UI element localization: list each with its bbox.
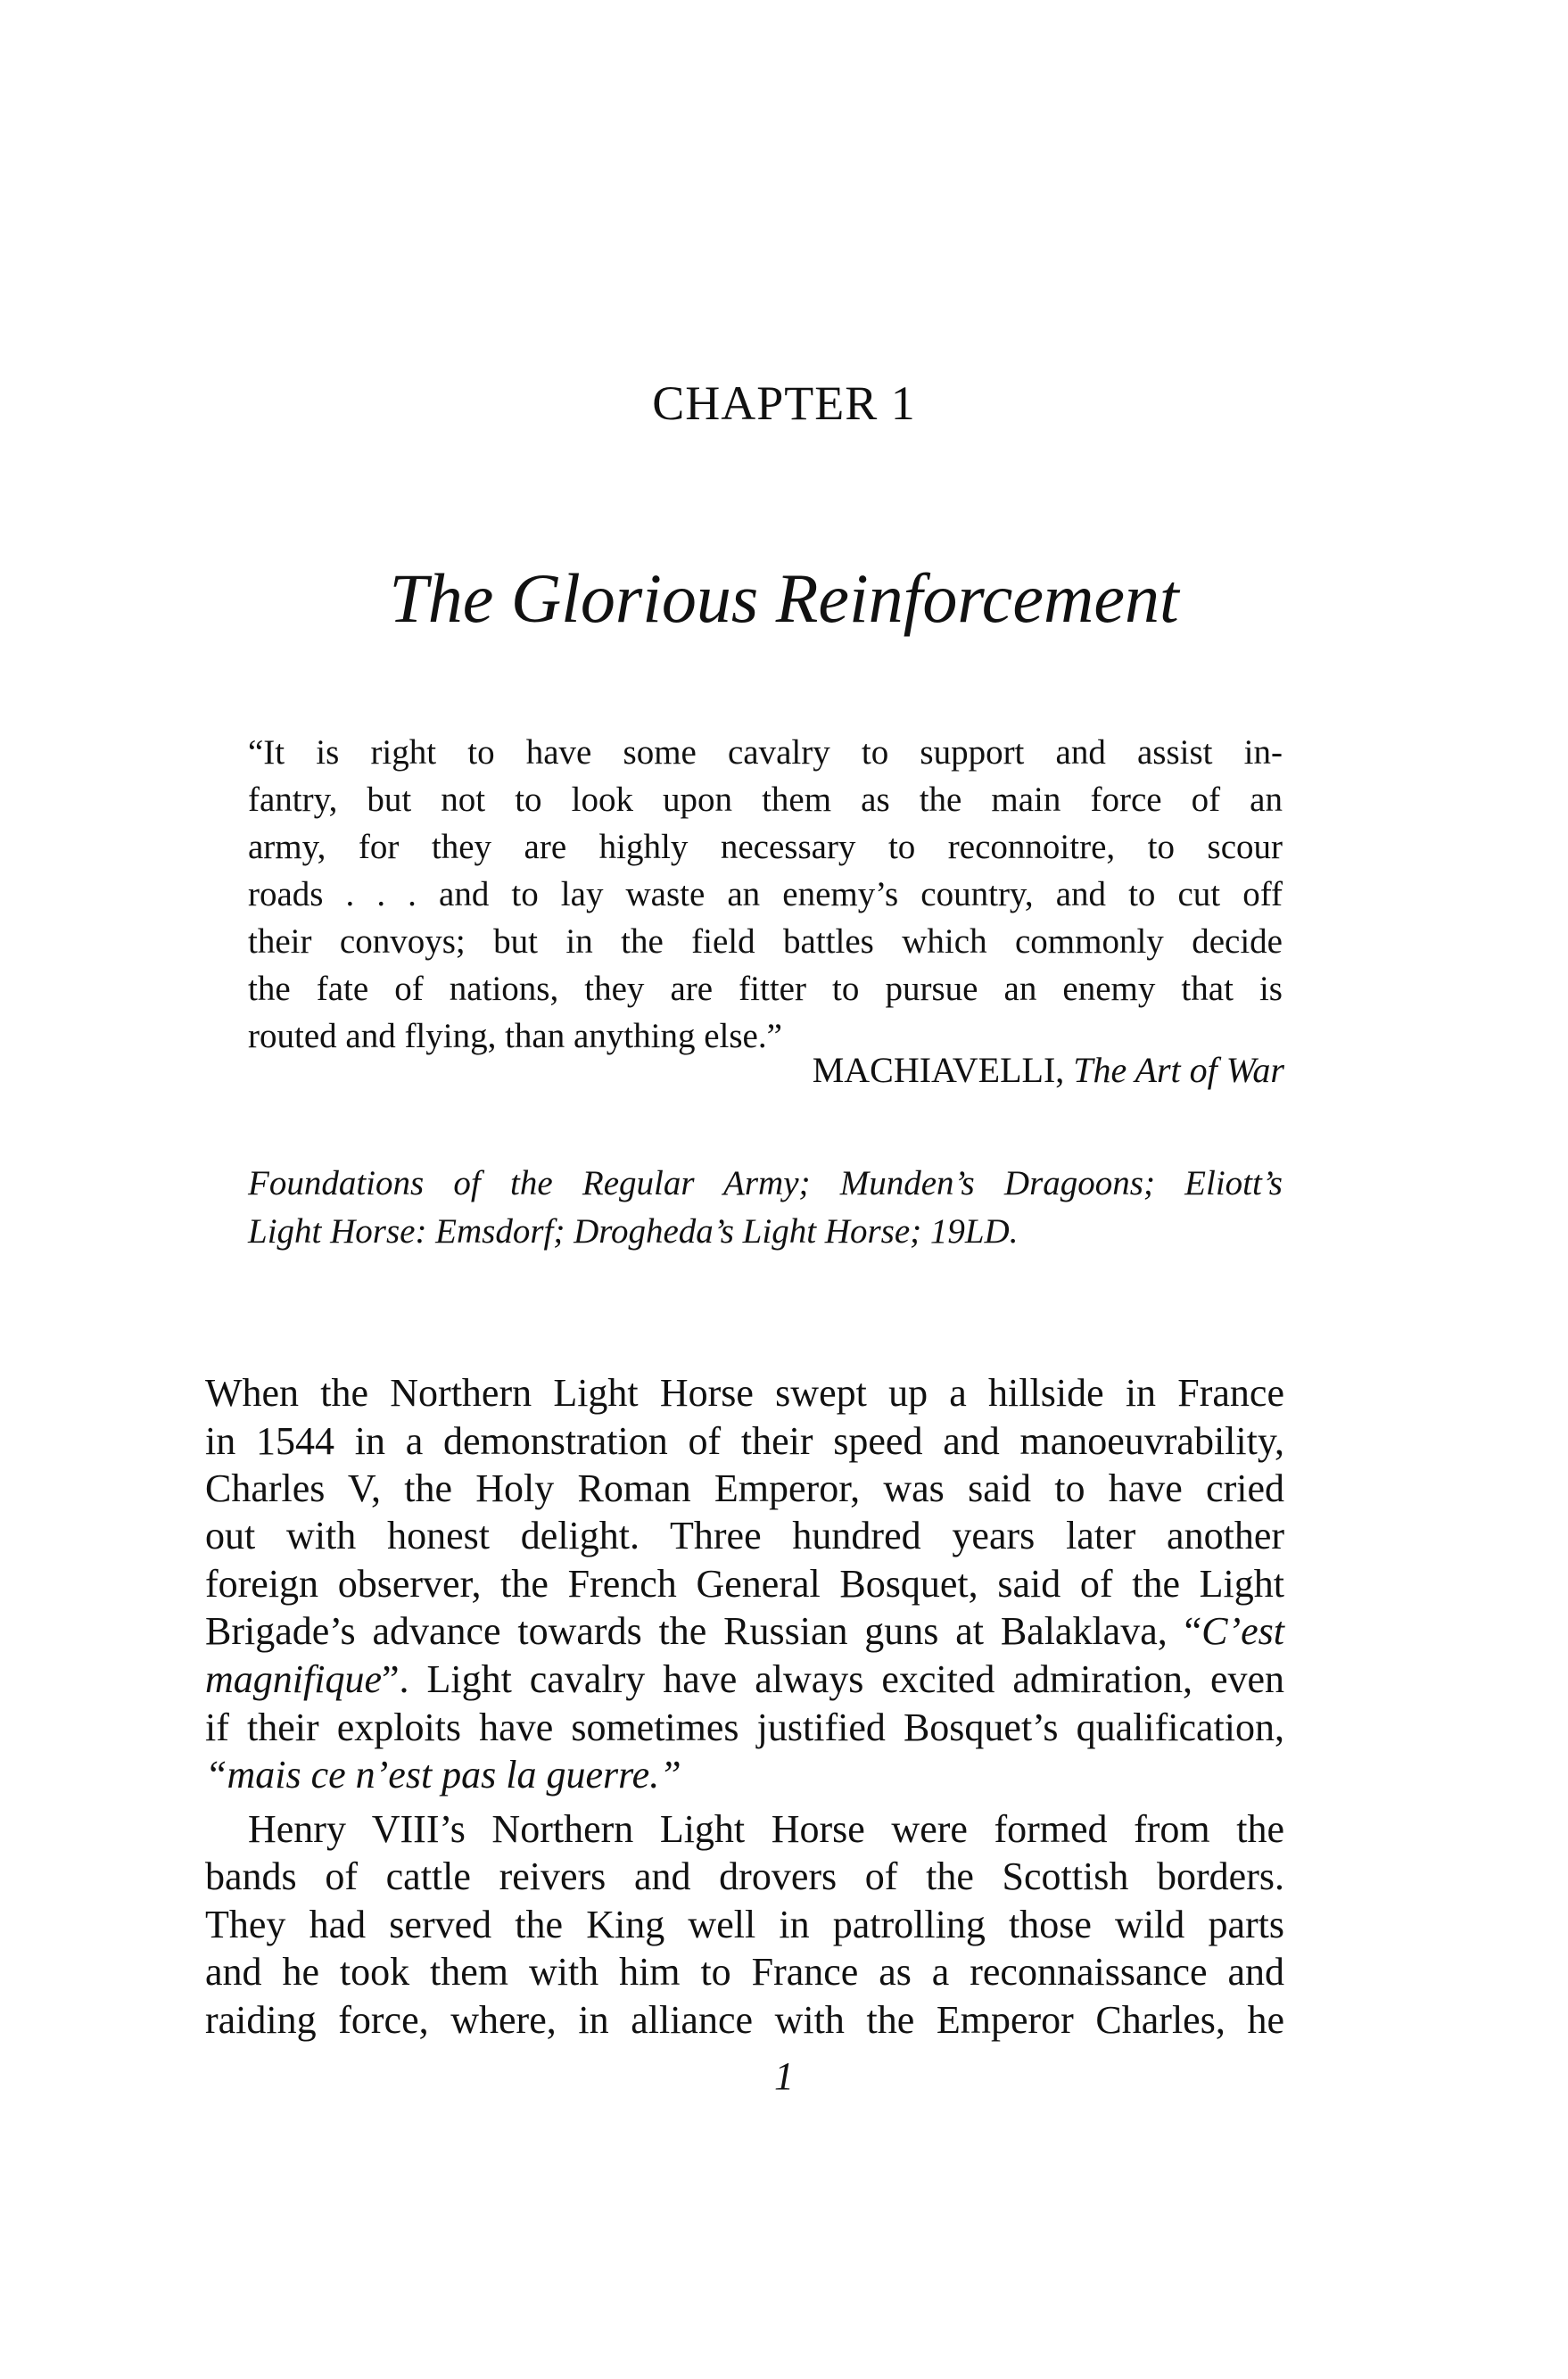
topics-line: Foundations of the Regular Army; Munden’s Dragoons; Eliott’s (248, 1164, 1283, 1202)
body-line: bands of cattle reivers and drovers of the Scottish borders. (205, 1854, 1284, 1898)
epigraph-author: MACHIAVELLI, (812, 1050, 1065, 1090)
body-line: When the Northern Light Horse swept up a hillside in France (205, 1371, 1284, 1415)
body-line: foreign observer, the French General Bosquet, said of the Light (205, 1562, 1284, 1606)
body-line: in 1544 in a demonstration of their speed and manoeuvrability, (205, 1419, 1284, 1463)
body-line: out with honest delight. Three hundred years later another (205, 1514, 1284, 1557)
body-text-run: Brigade’s advance towards the Russian guns at Balaklava, “ (205, 1609, 1202, 1653)
page-number: 1 (774, 2054, 794, 2098)
body-line (205, 1657, 1284, 1701)
body-italic-run: C’est (1201, 1609, 1284, 1653)
body-line: raiding force, where, in alliance with the Emperor Charles, he (205, 1998, 1284, 2042)
epigraph-work: The Art of War (1073, 1050, 1284, 1090)
epigraph-line: the fate of nations, they are fitter to pursue an enemy that is (248, 970, 1283, 1008)
body-line: Henry VIII’s Northern Light Horse were formed from the (248, 1807, 1284, 1851)
epigraph-line: their convoys; but in the field battles which commonly decide (248, 922, 1283, 961)
topics-line: Light Horse: Emsdorf; Drogheda’s Light Horse; 19LD. (248, 1212, 1019, 1251)
epigraph-attribution (812, 1050, 1284, 1090)
epigraph-line: routed and flying, than anything else.” (248, 1017, 782, 1055)
body-line: Charles V, the Holy Roman Emperor, was said to have cried (205, 1466, 1284, 1510)
body-line (205, 1609, 1284, 1653)
epigraph-line: roads . . . and to lay waste an enemy’s country, and to cut off (248, 875, 1283, 913)
body-line: and he took them with him to France as a reconnaissance and (205, 1950, 1284, 1994)
chapter-label: CHAPTER 1 (652, 376, 916, 430)
body-line: They had served the King well in patrolling those wild parts (205, 1903, 1284, 1946)
chapter-title: The Glorious Reinforcement (389, 559, 1179, 637)
body-text-run: ”. Light cavalry have always excited admiration, even (381, 1657, 1284, 1701)
epigraph-line: army, for they are highly necessary to reconnoitre, to scour (248, 828, 1283, 866)
epigraph-line: fantry, but not to look upon them as the main force of an (248, 781, 1283, 819)
body-line: if their exploits have sometimes justified Bosquet’s qualification, (205, 1706, 1284, 1749)
body-italic-run: magnifique (205, 1657, 382, 1701)
body-line: “mais ce n’est pas la guerre.” (205, 1753, 681, 1797)
epigraph-line: “It is right to have some cavalry to support and assist in- (248, 733, 1283, 772)
